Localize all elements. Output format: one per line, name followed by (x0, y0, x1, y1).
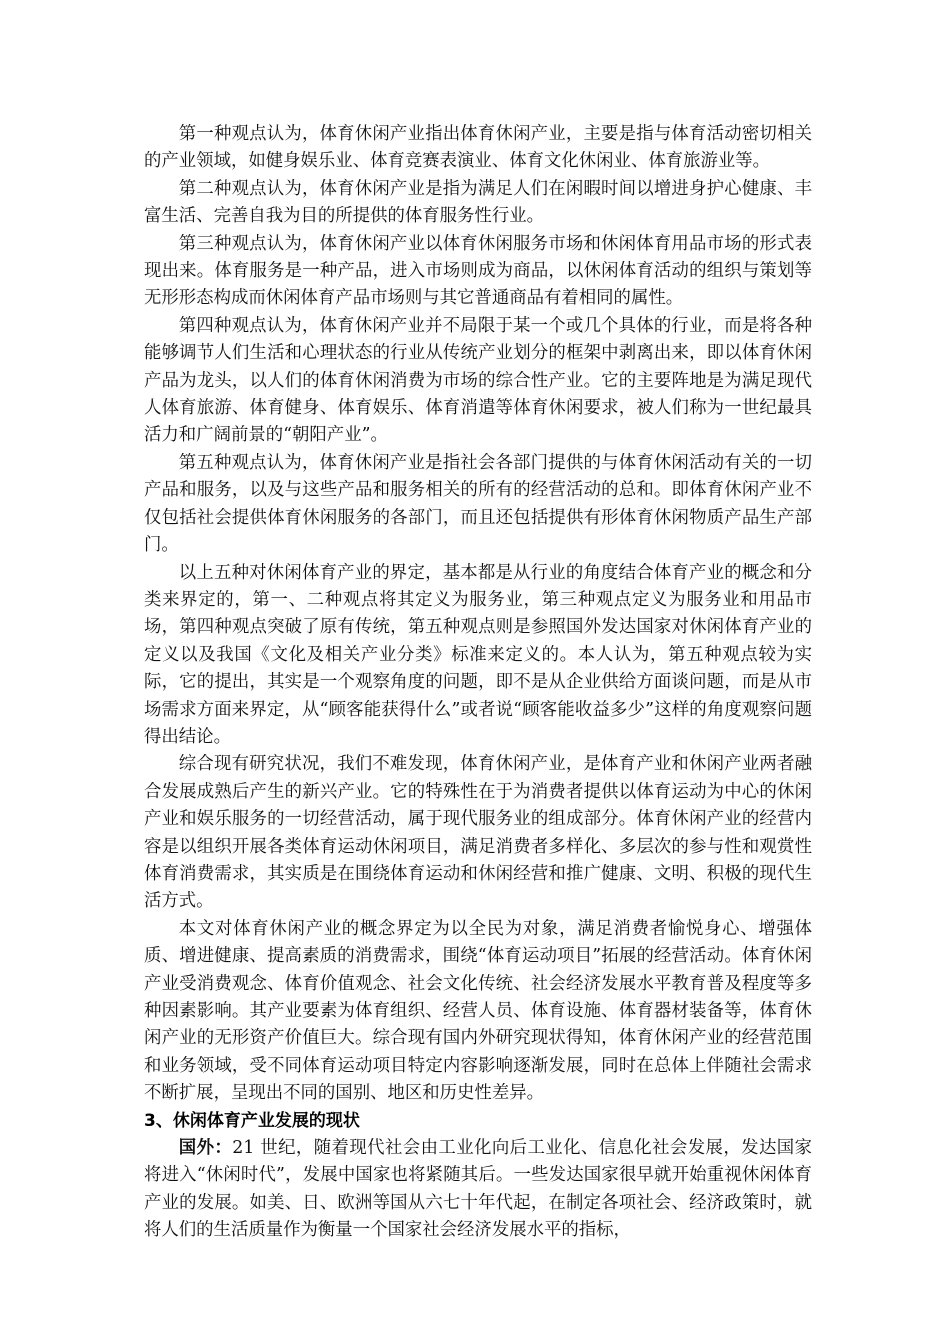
paragraph-lead: 国外： (178, 1138, 233, 1159)
document-page (144, 121, 812, 1245)
paragraph-definition: 本文对体育休闲产业的概念界定为以全民为对象，满足消费者愉悦身心、增强体质、增进健康、提高素质的消费需求，围绕“体育运动项目”拓展的经营活动。体育休闲产业受消费观念、体育价值观念、社会文化传统、社会经济发展水平教育普及程度等多种因素影响。其产业要素为体育组织、经营人员、体育设施、体育器材装备等，体育休闲产业的无形资产价值巨大。综合现有国内外研究现状得知，体育休闲产业的经营范围和业务领域，受不同体育运动项目特定内容影响逐渐发展，同时在总体上伴随社会需求不断扩展，呈现出不同的国别、地区和历史性差异。 (144, 918, 812, 1104)
paragraph-view-1: 第一种观点认为，体育休闲产业指出体育休闲产业，主要是指与体育活动密切相关的产业领域，如健身娱乐业、体育竞赛表演业、体育文化休闲业、体育旅游业等。 (144, 124, 812, 172)
paragraph-view-2: 第二种观点认为，体育休闲产业是指为满足人们在闲暇时间以增进身护心健康、丰富生活、完善自我为目的所提供的体育服务性行业。 (144, 178, 812, 227)
paragraph-abroad-text: 21 世纪，随着现代社会由工业化向后工业化、信息化社会发展，发达国家将进入“休闲时代”，发展中国家也将紧随其后。一些发达国家很早就开始重视休闲体育产业的发展。如美、日、欧洲等国从六七十年代起，在制定各项社会、经济政策时，就将人们的生活质量作为衡量一个国家社会经济发展水平的指标， (144, 1138, 812, 1241)
paragraph-abroad (144, 1135, 812, 1245)
paragraph-summary: 以上五种对休闲体育产业的界定，基本都是从行业的角度结合体育产业的概念和分类来界定的，第一、二种观点将其定义为服务业，第三种观点定义为服务业和用品市场，第四种观点突破了原有传统，第五种观点则是参照国外发达国家对休闲体育产业的定义以及我国《文化及相关产业分类》标准来定义的。本人认为，第五种观点较为实际，它的提出，其实是一个观察角度的问题，即不是从企业供给方面谈问题，而是从市场需求方面来界定，从“顾客能获得什么”或者说“顾客能收益多少”这样的角度观察问题得出结论。 (144, 562, 812, 747)
paragraph-view-3: 第三种观点认为，体育休闲产业以体育休闲服务市场和休闲体育用品市场的形式表现出来。体育服务是一种产品，进入市场则成为商品，以休闲体育活动的组织与策划等无形形态构成而休闲体育产品市场则与其它普通商品有着相同的属性。 (144, 233, 812, 309)
paragraph-view-4: 第四种观点认为，体育休闲产业并不局限于某一个或几个具体的行业，而是将各种能够调节人们生活和心理状态的行业从传统产业划分的框架中剥离出来，即以体育休闲产品为龙头，以人们的体育休闲消费为市场的综合性产业。它的主要阵地是为满足现代人体育旅游、体育健身、体育娱乐、体育消遣等体育休闲要求，被人们称为一世纪最具活力和广阔前景的“朝阳产业”。 (144, 315, 812, 446)
paragraph-synthesis: 综合现有研究状况，我们不难发现，体育休闲产业，是体育产业和休闲产业两者融合发展成熟后产生的新兴产业。它的特殊性在于为消费者提供以体育运动为中心的休闲产业和娱乐服务的一切经营活动，属于现代服务业的组成部分。体育休闲产业的经营内容是以组织开展各类体育运动休闲项目，满足消费者多样化、多层次的参与性和观赏性体育消费需求，其实质是在围绕体育运动和休闲经营和推广健康、文明、积极的现代生活方式。 (144, 754, 812, 912)
section-heading: 3、休闲体育产业发展的现状 (144, 1110, 360, 1131)
paragraph-view-5: 第五种观点认为，体育休闲产业是指社会各部门提供的与体育休闲活动有关的一切产品和服务，以及与这些产品和服务相关的所有的经营活动的总和。即体育休闲产业不仅包括社会提供体育休闲服务的各部门，而且还包括提供有形体育休闲物质产品生产部门。 (144, 452, 812, 556)
